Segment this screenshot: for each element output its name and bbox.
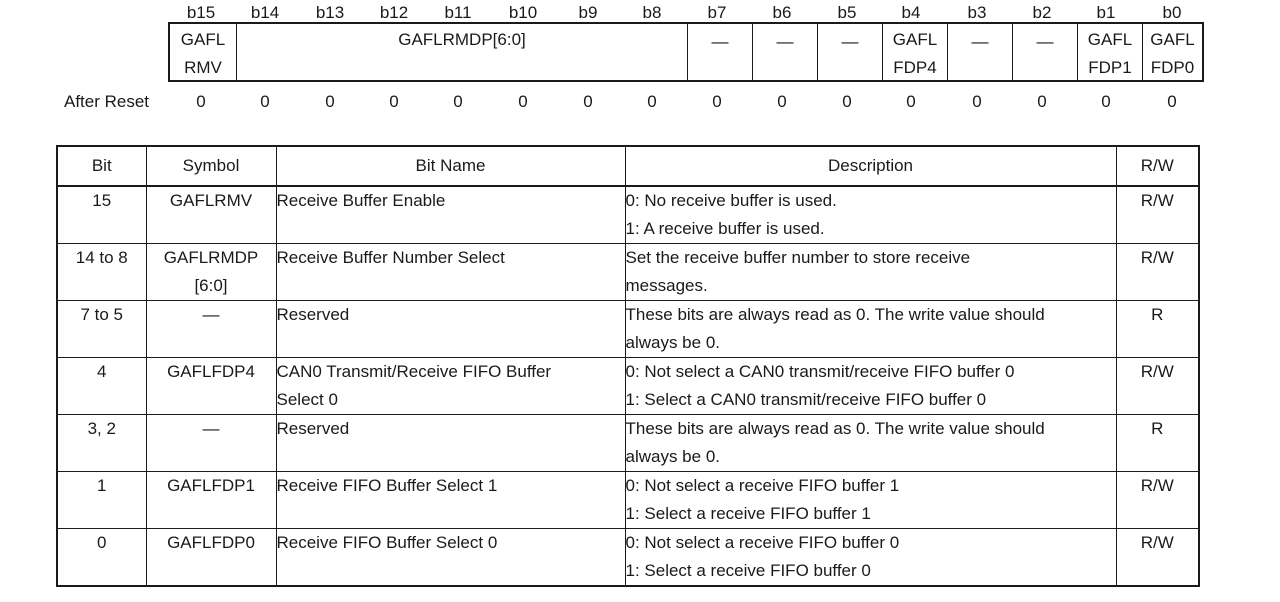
- bit-label-b1: b1: [1096, 3, 1116, 22]
- bit-label-b10: b10: [508, 3, 538, 22]
- header-bit-name: Bit Name: [276, 146, 625, 186]
- reset-value-b3: 0: [972, 92, 982, 111]
- field-gaflrmv: [170, 24, 236, 80]
- cell-symbol: [146, 358, 276, 415]
- reset-value-b13: 0: [325, 92, 335, 111]
- reset-value-b12: 0: [389, 92, 399, 111]
- description-line: 0: Not select a receive FIFO buffer 0: [625, 533, 900, 552]
- bit-name-text: CAN0 Transmit/Receive FIFO Buffer: [276, 362, 552, 381]
- table-row: [57, 415, 1199, 472]
- cell-symbol: [146, 244, 276, 301]
- reset-value-b0: 0: [1167, 92, 1177, 111]
- cell-symbol: [146, 301, 276, 358]
- header-rw: R/W: [1116, 146, 1199, 186]
- symbol-text: [6:0]: [194, 276, 228, 295]
- field-gaflrmdp: [236, 24, 687, 80]
- bit-name-text: Reserved: [276, 419, 350, 438]
- description-line: These bits are always read as 0. The write value should: [625, 305, 1045, 324]
- description-line: 0: Not select a CAN0 transmit/receive FIFO buffer 0: [625, 362, 1015, 381]
- bit-label-b14: b14: [250, 3, 280, 22]
- description-line: 1: Select a receive FIFO buffer 0: [625, 561, 871, 580]
- field-b5-dash: —: [841, 32, 859, 51]
- field-b3-reserved: [947, 24, 1012, 80]
- field-gaflfdp0: [1142, 24, 1202, 80]
- bit-label-b0: b0: [1162, 3, 1182, 22]
- cell-rw: R/W: [1116, 472, 1199, 529]
- register-diagram: [168, 22, 1204, 82]
- field-gaflfdp1-line1: GAFL: [1087, 30, 1133, 49]
- bit-label-b12: b12: [379, 3, 409, 22]
- reset-value-b6: 0: [777, 92, 787, 111]
- cell-rw: R/W: [1116, 529, 1199, 587]
- field-b3-dash: —: [971, 32, 989, 51]
- reset-value-b9: 0: [583, 92, 593, 111]
- description-line: These bits are always read as 0. The write value should: [625, 419, 1045, 438]
- cell-symbol: [146, 529, 276, 587]
- field-gaflfdp0-line1: GAFL: [1150, 30, 1195, 49]
- bit-name-text: Select 0: [276, 390, 338, 409]
- cell-bit-name: [276, 186, 625, 244]
- description-line: 0: Not select a receive FIFO buffer 1: [625, 476, 900, 495]
- bit-label-b8: b8: [642, 3, 662, 22]
- field-gaflfdp4-line1: GAFL: [892, 30, 938, 49]
- field-gaflrmv-line2: RMV: [184, 58, 222, 77]
- reset-value-b8: 0: [647, 92, 657, 111]
- cell-bit: 7 to 5: [57, 301, 146, 358]
- after-reset-label: After Reset: [64, 92, 150, 111]
- reset-value-b7: 0: [712, 92, 722, 111]
- header-bit: Bit: [57, 146, 146, 186]
- field-gaflfdp1: [1077, 24, 1142, 80]
- cell-rw: R/W: [1116, 186, 1199, 244]
- symbol-text: GAFLFDP4: [167, 362, 255, 381]
- description-line: Set the receive buffer number to store receive: [625, 248, 971, 267]
- cell-description: [625, 358, 1116, 415]
- cell-description: [625, 186, 1116, 244]
- description-line: 1: A receive buffer is used.: [625, 219, 825, 238]
- cell-bit: 14 to 8: [57, 244, 146, 301]
- cell-description: [625, 472, 1116, 529]
- bit-label-b5: b5: [837, 3, 857, 22]
- cell-description: [625, 415, 1116, 472]
- field-b6-dash: —: [776, 32, 794, 51]
- table-row: [57, 244, 1199, 301]
- symbol-text: —: [202, 419, 220, 438]
- cell-rw: R/W: [1116, 358, 1199, 415]
- cell-bit: 3, 2: [57, 415, 146, 472]
- bit-label-b13: b13: [315, 3, 345, 22]
- cell-symbol: [146, 472, 276, 529]
- bit-name-text: Receive FIFO Buffer Select 1: [276, 476, 498, 495]
- field-gaflrmv-line1: GAFL: [180, 30, 226, 49]
- symbol-text: —: [202, 305, 220, 324]
- cell-bit-name: [276, 358, 625, 415]
- table-row: [57, 186, 1199, 244]
- reset-value-b14: 0: [260, 92, 270, 111]
- bit-label-b4: b4: [901, 3, 921, 22]
- description-line: always be 0.: [625, 447, 720, 466]
- field-gaflfdp4: [882, 24, 947, 80]
- cell-bit: 15: [57, 186, 146, 244]
- symbol-text: GAFLRMDP: [163, 248, 259, 267]
- symbol-text: GAFLRMV: [169, 191, 253, 210]
- field-gaflfdp4-line2: FDP4: [893, 58, 937, 77]
- table-row: [57, 529, 1199, 587]
- table-row: [57, 472, 1199, 529]
- bit-name-text: Receive FIFO Buffer Select 0: [276, 533, 498, 552]
- field-gaflfdp1-line2: FDP1: [1088, 58, 1132, 77]
- field-b2-dash: —: [1036, 32, 1054, 51]
- field-gaflrmdp-label: GAFLRMDP[6:0]: [398, 30, 526, 49]
- reset-value-b1: 0: [1101, 92, 1111, 111]
- table-header-row: [57, 146, 1199, 186]
- reset-value-b10: 0: [518, 92, 528, 111]
- cell-bit-name: [276, 529, 625, 587]
- cell-rw: R/W: [1116, 244, 1199, 301]
- field-b6-reserved: [752, 24, 817, 80]
- reset-value-b15: 0: [196, 92, 206, 111]
- bit-label-b2: b2: [1032, 3, 1052, 22]
- bit-label-b6: b6: [772, 3, 792, 22]
- cell-description: [625, 529, 1116, 587]
- cell-description: [625, 244, 1116, 301]
- bit-label-b11: b11: [444, 3, 472, 22]
- description-line: 1: Select a CAN0 transmit/receive FIFO buffer 0: [625, 390, 987, 409]
- cell-bit-name: [276, 415, 625, 472]
- reset-value-b5: 0: [842, 92, 852, 111]
- description-line: 0: No receive buffer is used.: [625, 191, 837, 210]
- cell-rw: R: [1116, 415, 1199, 472]
- bit-label-b3: b3: [967, 3, 987, 22]
- bit-name-text: Receive Buffer Enable: [276, 191, 446, 210]
- field-b7-reserved: [687, 24, 752, 80]
- cell-description: [625, 301, 1116, 358]
- reset-value-b11: 0: [453, 92, 463, 111]
- symbol-text: GAFLFDP1: [167, 476, 255, 495]
- cell-bit: 4: [57, 358, 146, 415]
- cell-rw: R: [1116, 301, 1199, 358]
- bit-description-table: [56, 145, 1200, 587]
- description-line: 1: Select a receive FIFO buffer 1: [625, 504, 871, 523]
- cell-bit-name: [276, 301, 625, 358]
- symbol-text: GAFLFDP0: [167, 533, 255, 552]
- header-description: Description: [625, 146, 1116, 186]
- bit-label-b7: b7: [707, 3, 727, 22]
- field-b2-reserved: [1012, 24, 1077, 80]
- bit-name-text: Receive Buffer Number Select: [276, 248, 505, 267]
- table-row: [57, 358, 1199, 415]
- bit-label-b15: b15: [186, 3, 216, 22]
- cell-symbol: [146, 186, 276, 244]
- cell-symbol: [146, 415, 276, 472]
- field-b7-dash: —: [711, 32, 729, 51]
- description-line: always be 0.: [625, 333, 720, 352]
- reset-value-b2: 0: [1037, 92, 1047, 111]
- field-gaflfdp0-line2: FDP0: [1150, 58, 1195, 77]
- cell-bit-name: [276, 472, 625, 529]
- field-b5-reserved: [817, 24, 882, 80]
- description-line: messages.: [625, 276, 708, 295]
- cell-bit: 1: [57, 472, 146, 529]
- table-row: [57, 301, 1199, 358]
- bit-name-text: Reserved: [276, 305, 350, 324]
- header-symbol: Symbol: [146, 146, 276, 186]
- bit-label-b9: b9: [578, 3, 598, 22]
- cell-bit: 0: [57, 529, 146, 587]
- reset-value-b4: 0: [906, 92, 916, 111]
- cell-bit-name: [276, 244, 625, 301]
